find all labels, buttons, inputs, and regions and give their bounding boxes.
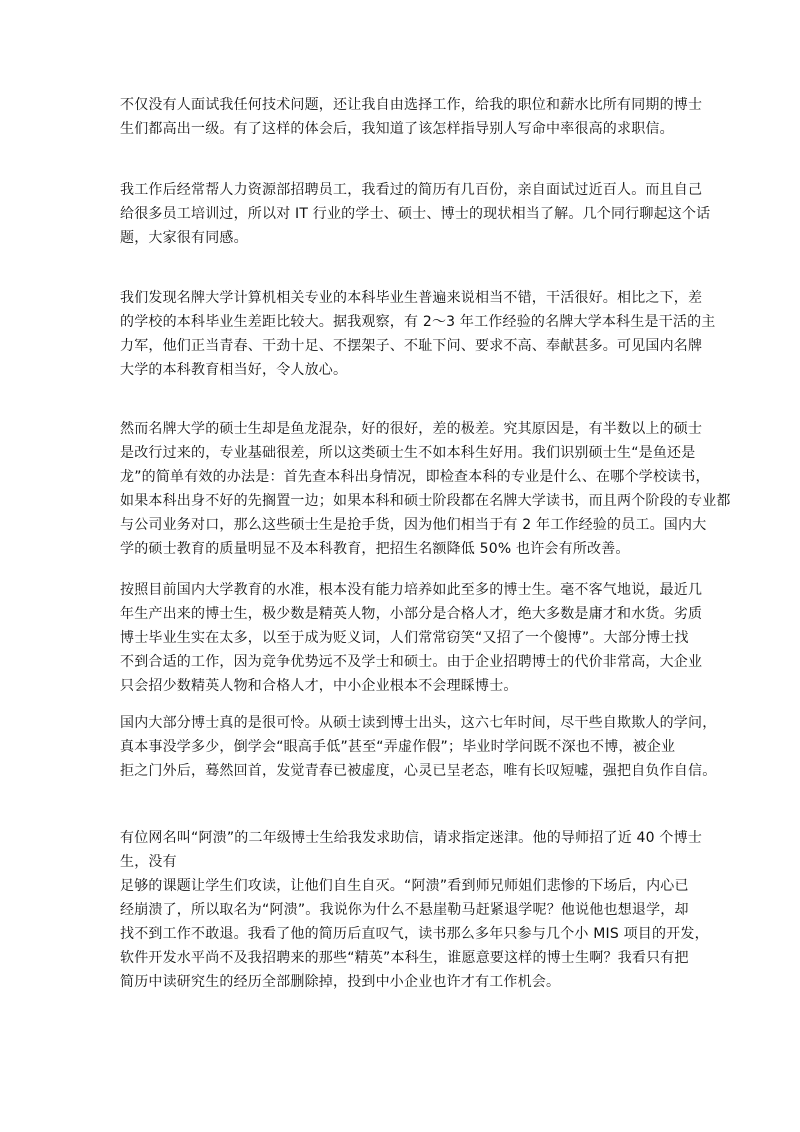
text-line: 是改行过来的，专业基础很差，所以这类硕士生不如本科生好用。我们识别硕士生“是鱼还是: [120, 445, 696, 461]
text-line: 然而名牌大学的硕士生却是鱼龙混杂，好的很好，差的极差。究其原因是，有半数以上的硕士: [120, 421, 703, 437]
text-line: 题，大家很有同感。: [120, 230, 248, 246]
text-line: 力军，他们正当青春、干劲十足、不摆架子、不耻下问、要求不高、奉献甚多。可见国内名牌: [120, 338, 703, 354]
text-line: 按照目前国内大学教育的水准，根本没有能力培养如此至多的博士生。毫不客气地说，最近几: [120, 582, 703, 598]
text-line: 足够的课题让学生们攻读，让他们自生自灭。“阿溃”看到师兄师姐们悲惨的下场后，内心已: [120, 878, 689, 894]
text-line: 只会招少数精英人物和合格人才，中小企业根本不会理睬博士。: [120, 678, 518, 694]
text-line: 给很多员工培训过，所以对 IT 行业的学士、硕士、博士的现状相当了解。几个同行聊起这个话: [120, 206, 711, 222]
text-line: 博士毕业生实在太多，以至于成为贬义词，人们常常窃笑“又招了一个傻博”。大部分博士找: [120, 630, 689, 646]
text-line: 大学的本科教育相当好，令人放心。: [120, 362, 348, 378]
paragraph-7: [120, 826, 709, 994]
text-line: 的学校的本科毕业生差距比较大。据我观察，有 2～3 年工作经验的名牌大学本科生是干活的主: [120, 314, 716, 330]
text-line: 软件开发水平尚不及我招聘来的那些“精英”本科生，谁愿意要这样的博士生啊？我看只有把: [120, 950, 689, 966]
paragraph-2: [120, 178, 711, 250]
paragraph-1: [120, 93, 703, 141]
paragraph-5: [120, 578, 703, 698]
text-line: 生们都高出一级。有了这样的体会后，我知道了该怎样指导别人写命中率很高的求职信。: [120, 121, 674, 137]
paragraph-6: [120, 711, 717, 783]
text-line: 我们发现名牌大学计算机相关专业的本科毕业生普遍来说相当不错，干活很好。相比之下，差: [120, 290, 703, 306]
text-line: 找不到工作不敢退。我看了他的简历后直叹气，读书那么多年只参与几个小 MIS 项目的开发，: [120, 926, 709, 942]
text-line: 生，没有: [120, 854, 177, 870]
text-line: 与公司业务对口，那么这些硕士生是抢手货，因为他们相当于有 2 年工作经验的员工。国内大: [120, 517, 707, 533]
paragraph-3: [120, 286, 716, 382]
paragraph-4: [120, 417, 731, 561]
text-line: 不仅没有人面试我任何技术问题，还让我自由选择工作，给我的职位和薪水比所有同期的博士: [120, 97, 703, 113]
text-line: 不到合适的工作，因为竞争优势远不及学士和硕士。由于企业招聘博士的代价非常高，大企业: [120, 654, 703, 670]
text-line: 经崩溃了，所以取名为“阿溃”。我说你为什么不悬崖勒马赶紧退学呢？他说他也想退学，却: [120, 902, 689, 918]
text-line: 龙”的简单有效的办法是：首先查本科出身情况，即检查本科的专业是什么、在哪个学校读书，: [120, 469, 710, 485]
text-line: 年生产出来的博士生，极少数是精英人物，小部分是合格人才，绝大多数是庸才和水货。劣质: [120, 606, 703, 622]
text-line: 简历中读研究生的经历全部删除掉，投到中小企业也许才有工作机会。: [120, 974, 561, 990]
text-line: 拒之门外后，蓦然回首，发觉青春已被虚度，心灵已呈老态，唯有长叹短嘘，强把自负作自信。: [120, 763, 717, 779]
text-line: 国内大部分博士真的是很可怜。从硕士读到博士出头，这六七年时间，尽干些自欺欺人的学问，: [120, 715, 717, 731]
text-line: 学的硕士教育的质量明显不及本科教育，把招生名额降低 50% 也许会有所改善。: [120, 541, 630, 557]
text-line: 真本事没学多少，倒学会“眼高手低”甚至“弄虚作假”；毕业时学问既不深也不博，被企业: [120, 739, 676, 755]
text-line: 有位网名叫“阿溃”的二年级博士生给我发求助信，请求指定迷津。他的导师招了近 40 个博士: [120, 830, 703, 846]
text-line: 如果本科出身不好的先搁置一边；如果本科和硕士阶段都在名牌大学读书，而且两个阶段的专业都: [120, 493, 731, 509]
text-line: 我工作后经常帮人力资源部招聘员工，我看过的简历有几百份，亲自面试过近百人。而且自己: [120, 182, 703, 198]
